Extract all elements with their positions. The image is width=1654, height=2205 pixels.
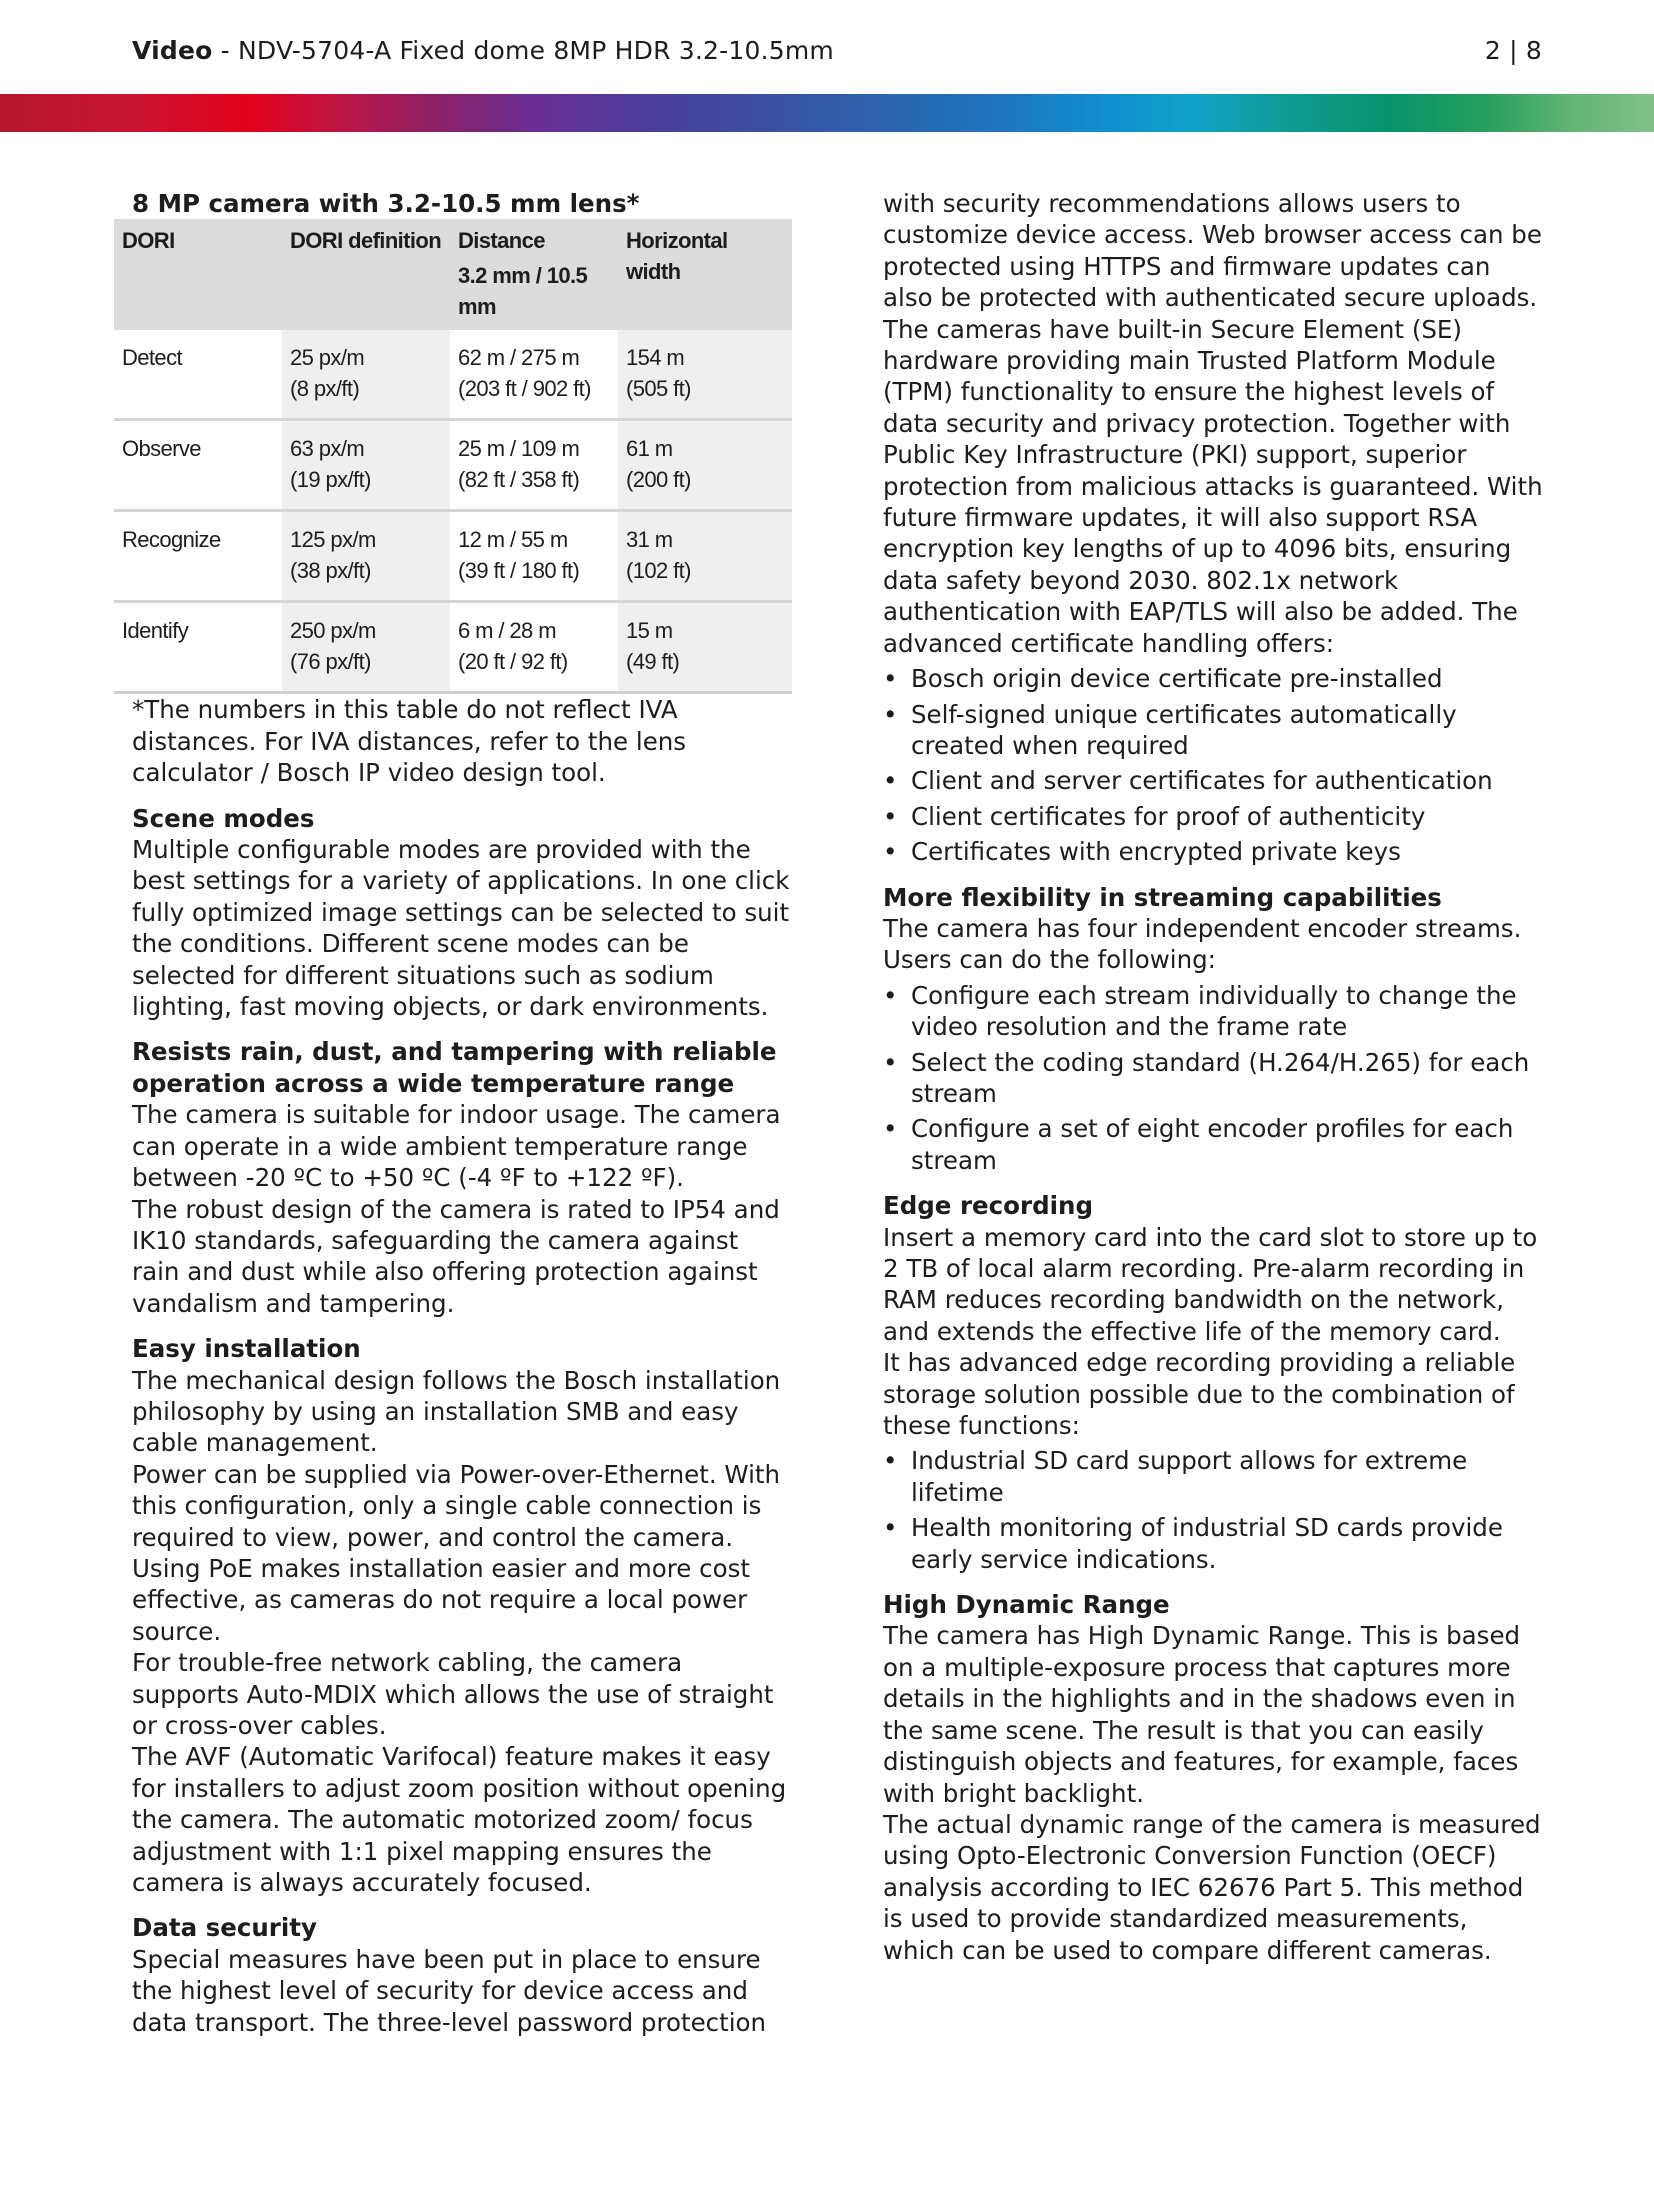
section-heading: More flexibility in streaming capabilities (883, 882, 1442, 912)
table-row (114, 330, 792, 420)
width-metric: 154 m (626, 345, 685, 371)
width-imperial: (200 ft) (626, 467, 691, 493)
section-heading: Data security (132, 1913, 317, 1943)
section-body: The mechanical design follows the Bosch installation philosophy by using an installation SMB and easy cable management. (132, 1365, 781, 1458)
definition-metric: 250 px/m (290, 618, 376, 644)
width-imperial: (505 ft) (626, 376, 691, 402)
section-body: Power can be supplied via Power-over-Ethernet. With this configuration, only a single cable connection is required to view, power, and control the camera. Using PoE makes installation easier and more cost effective, as cameras do not require a local power source. (132, 1459, 781, 1646)
distance-imperial: (20 ft / 92 ft) (458, 649, 568, 675)
table-row (114, 511, 792, 602)
dori-definition (282, 511, 450, 602)
definition-imperial: (19 px/ft) (290, 467, 371, 493)
width-imperial: (49 ft) (626, 649, 680, 675)
header-category: Video (132, 36, 213, 65)
section-heading: High Dynamic Range (883, 1590, 1170, 1620)
distance (450, 330, 618, 420)
distance (450, 602, 618, 693)
right-column (883, 188, 1543, 1966)
page-header (132, 36, 1542, 72)
section-heading: Easy installation (132, 1334, 361, 1364)
distance-imperial: (82 ft / 358 ft) (458, 467, 580, 493)
brand-color-band (0, 94, 1654, 132)
table-header-row (114, 219, 792, 330)
list-item: • Self-signed unique certificates automatically created when required (883, 699, 1543, 762)
section-body: Multiple configurable modes are provided with the best settings for a variety of applications. In one click fully optimized image settings can be selected to suit the conditions. Different scene modes can be selected for different situations such as sodium lighting, fast moving objects, or dark environments. (132, 835, 790, 1022)
data-security-continued: with security recommendations allows users to customize device access. Web browser access can be protected using HTTPS and firmware updates can also be protected with authenticated secure uploads. The cameras have built-in Secure Element (SE) hardware providing main Trusted Platform Module (TPM) functionality to ensure the highest levels of data security and privacy protection. Together with Public Key Infrastructure (PKI) support, superior protection from malicious attacks is guaranteed. With future firmware updates, it will also support RSA encryption key lengths of up to 4096 bits, ensuring data safety beyond 2030. 802.1x network authentication with EAP/TLS will also be added. The advanced certificate handling offers: (883, 189, 1543, 658)
distance-imperial: (39 ft / 180 ft) (458, 558, 580, 584)
scene-modes-section (132, 803, 792, 1023)
streaming-list (883, 980, 1543, 1176)
streaming-section (883, 882, 1543, 1177)
distance-metric: 25 m / 109 m (458, 436, 580, 462)
definition-metric: 63 px/m (290, 436, 365, 462)
section-body: It has advanced edge recording providing a reliable storage solution possible due to the combination of these functions: (883, 1348, 1516, 1441)
list-item: • Bosch origin device certificate pre-installed (883, 663, 1543, 694)
certificate-list (883, 663, 1543, 867)
table-title: 8 MP camera with 3.2-10.5 mm lens* (132, 189, 640, 218)
dori-level: Observe (114, 420, 282, 511)
list-item: • Certificates with encrypted private keys (883, 836, 1543, 867)
section-body: For trouble-free network cabling, the camera supports Auto-MDIX which allows the use of straight or cross-over cables. (132, 1648, 774, 1740)
dori-definition (282, 330, 450, 420)
section-body: Insert a memory card into the card slot to store up to 2 TB of local alarm recording. Pre-alarm recording in RAM reduces recording bandwidth on the network, and extends the effective life of the memory card. (883, 1222, 1538, 1346)
width-metric: 15 m (626, 618, 673, 644)
definition-imperial: (38 px/ft) (290, 558, 371, 584)
horizontal-width (618, 511, 792, 602)
table-row (114, 420, 792, 511)
header-distance (450, 219, 618, 330)
header-dori: DORI (114, 219, 282, 330)
edge-list (883, 1445, 1543, 1575)
distance-metric: 6 m / 28 m (458, 618, 556, 644)
width-metric: 31 m (626, 527, 673, 553)
table-row (114, 602, 792, 693)
easy-installation-section (132, 1333, 792, 1898)
section-body: The actual dynamic range of the camera is measured using Opto-Electronic Conversion Function (OECF) analysis according to IEC 62676 Part 5. This method is used to provide standardized measurements, which can be used to compare different cameras. (883, 1809, 1541, 1965)
list-item: • Health monitoring of industrial SD cards provide early service indications. (883, 1512, 1543, 1575)
left-column (122, 188, 792, 2038)
table-footnote: *The numbers in this table do not reflect IVA distances. For IVA distances, refer to the lens calculator / Bosch IP video design tool. (132, 695, 687, 788)
header-product-title: - NDV-5704-A Fixed dome 8MP HDR 3.2-10.5mm (212, 36, 834, 65)
list-item: • Select the coding standard (H.264/H.265) for each stream (883, 1047, 1543, 1110)
section-body: The robust design of the camera is rated to IP54 and IK10 standards, safeguarding the camera against rain and dust while also offering protection against vandalism and tampering. (132, 1194, 780, 1318)
list-item: • Industrial SD card support allows for extreme lifetime (883, 1445, 1543, 1508)
section-heading: Resists rain, dust, and tampering with reliable operation across a wide temperature range (132, 1037, 777, 1098)
header-dori-definition: DORI definition (282, 219, 450, 330)
horizontal-width (618, 420, 792, 511)
header-horizontal-width: Horizontal width (618, 219, 792, 330)
distance-imperial: (203 ft / 902 ft) (458, 376, 591, 402)
definition-metric: 25 px/m (290, 345, 365, 371)
edge-recording-section (883, 1190, 1543, 1575)
section-heading: Scene modes (132, 803, 315, 833)
distance (450, 420, 618, 511)
distance-metric: 62 m / 275 m (458, 345, 580, 371)
horizontal-width (618, 602, 792, 693)
dori-definition (282, 602, 450, 693)
width-metric: 61 m (626, 436, 673, 462)
definition-imperial: (76 px/ft) (290, 649, 371, 675)
header-distance-sub: 3.2 mm / 10.5 mm (458, 263, 588, 320)
horizontal-width (618, 330, 792, 420)
dori-level: Identify (114, 602, 282, 693)
page-number: 2 | 8 (1484, 36, 1542, 65)
resists-section (132, 1036, 792, 1319)
list-item: • Configure each stream individually to change the video resolution and the frame rate (883, 980, 1543, 1043)
section-body: The camera has four independent encoder streams. Users can do the following: (883, 913, 1522, 975)
definition-metric: 125 px/m (290, 527, 376, 553)
section-body: The camera has High Dynamic Range. This is based on a multiple-exposure process that captures more details in the highlights and in the shadows even in the same scene. The result is that you can easily distinguish objects and features, for example, faces with bright backlight. (883, 1621, 1521, 1808)
section-body: The AVF (Automatic Varifocal) feature makes it easy for installers to adjust zoom position without opening the camera. The automatic motorized zoom/ focus adjustment with 1:1 pixel mapping ensures the camera is always accurately focused. (132, 1742, 787, 1898)
list-item: • Configure a set of eight encoder profiles for each stream (883, 1113, 1543, 1176)
list-item: • Client and server certificates for authentication (883, 765, 1543, 796)
width-imperial: (102 ft) (626, 558, 691, 584)
distance-metric: 12 m / 55 m (458, 527, 568, 553)
list-item: • Client certificates for proof of authenticity (883, 801, 1543, 832)
section-body: The camera is suitable for indoor usage. The camera can operate in a wide ambient temperature range between -20 ºC to +50 ºC (-4 ºF to +122 ºF). (132, 1100, 781, 1193)
dori-definition (282, 420, 450, 511)
dori-table (114, 219, 792, 694)
header-distance-label: Distance (458, 228, 545, 254)
hdr-section (883, 1589, 1543, 1966)
section-heading: Edge recording (883, 1191, 1094, 1221)
section-body: Special measures have been put in place to ensure the highest level of security for device access and data transport. The three-level password protection (132, 1944, 767, 2037)
dori-level: Recognize (114, 511, 282, 602)
dori-level: Detect (114, 330, 282, 420)
definition-imperial: (8 px/ft) (290, 376, 360, 402)
data-security-section (132, 1912, 792, 2038)
distance (450, 511, 618, 602)
